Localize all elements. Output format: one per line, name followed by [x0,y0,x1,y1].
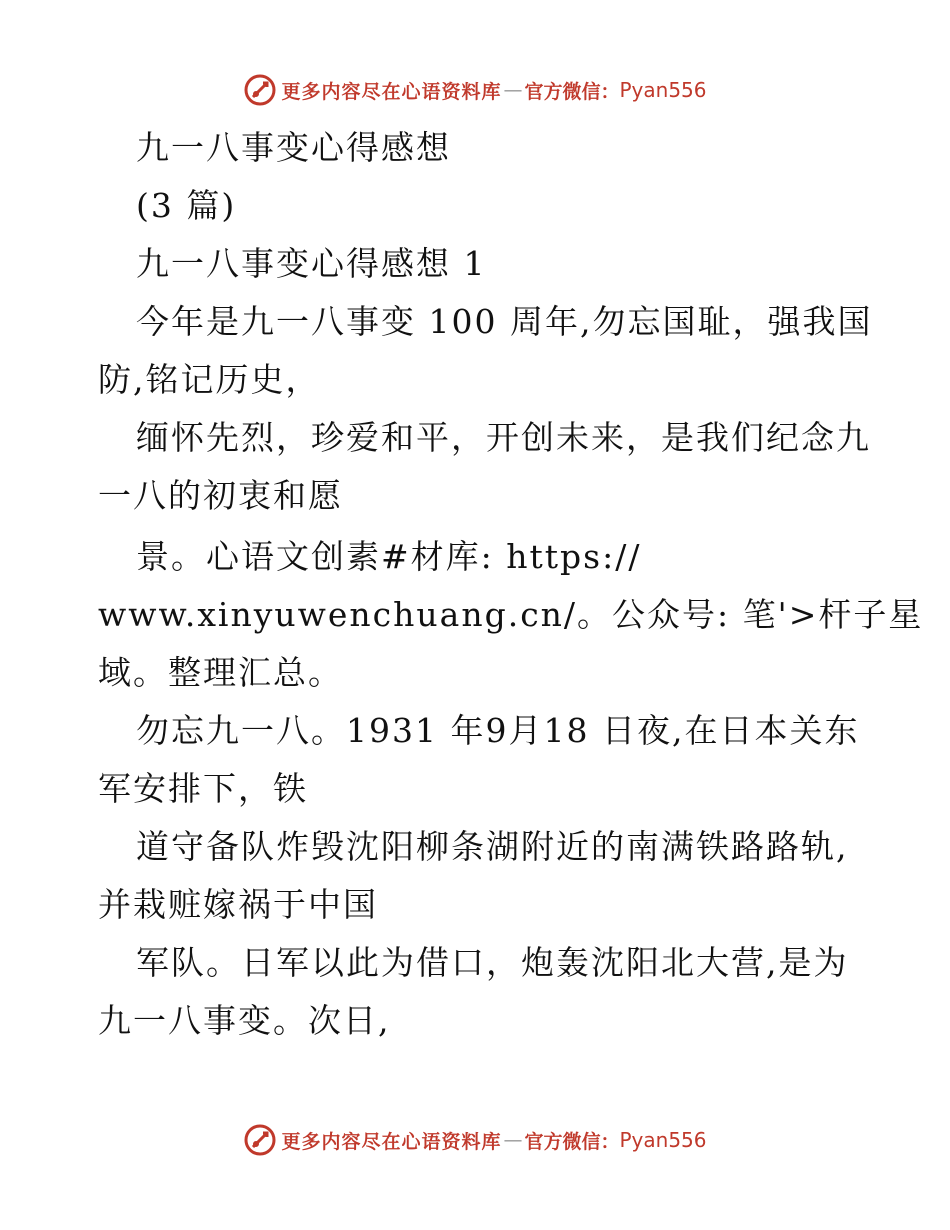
banner-brand: 更多内容尽在心语资料库 [281,1130,502,1153]
paragraph-line: 军安排下，铁 [98,769,308,808]
paragraph-line: 今年是九一八事变 100 周年,勿忘国耻，强我国 [136,302,873,341]
footer-banner [0,1120,950,1160]
paragraph-line: 道守备队炸毁沈阳柳条湖附近的南满铁路路轨, [136,827,849,866]
doc-subtitle: (3 篇) [136,186,237,225]
banner-brand: 更多内容尽在心语资料库 [281,80,502,103]
brand-logo-icon [243,1123,277,1157]
doc-title: 九一八事变心得感想 [136,128,451,167]
banner-separator: — [503,1129,523,1151]
banner-separator: — [503,79,523,101]
paragraph-line: 一八的初衷和愿 [98,476,343,515]
banner-wechat-id: Pyan556 [619,78,707,102]
banner-wechat-id: Pyan556 [619,1128,707,1152]
banner-wechat-label: 官方微信： [524,1130,620,1153]
paragraph-line: 防,铭记历史， [98,360,321,399]
banner-wechat-label: 官方微信： [524,80,620,103]
paragraph-line: 九一八事变。次日, [98,1001,391,1040]
paragraph-line: 缅怀先烈，珍爱和平，开创未来，是我们纪念九 [136,418,871,457]
paragraph-line: 域。整理汇总。 [98,653,343,692]
paragraph-line: 景。心语文创素#材库: https:// [136,537,642,576]
paragraph-line: 并栽赃嫁祸于中国 [98,885,378,924]
paragraph-line: 勿忘九一八。1931 年9月18 日夜,在日本关东 [136,711,860,750]
header-banner [0,70,950,110]
paragraph-line: www.xinyuwenchuang.cn/。公众号: 笔'>杆子星 [98,595,924,634]
section-heading: 九一八事变心得感想 1 [136,244,487,283]
paragraph-line: 军队。日军以此为借口，炮轰沈阳北大营,是为 [136,943,849,982]
brand-logo-icon [243,73,277,107]
